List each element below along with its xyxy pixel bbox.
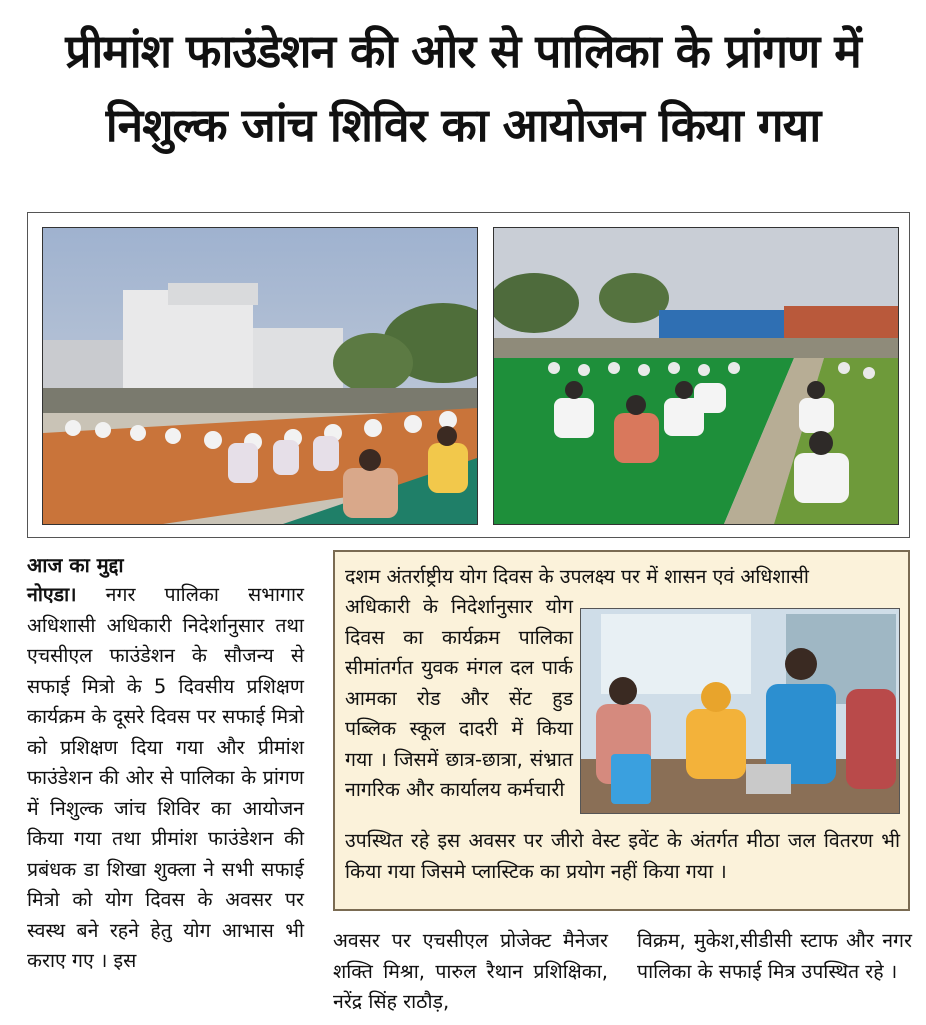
highlight-box [333,550,910,911]
article-column-3: विक्रम, मुकेश,सीडीसी स्टाफ और नगर पालिका के सफाई मित्र उपस्थित रहे । [637,929,912,983]
article-column-1 [27,550,304,977]
box-text-narrow: अधिकारी के निदेर्शानुसार योग दिवस का कार्यक्रम पालिका सीमांतर्गत युवक मंगल दल पार्क आमका रोड और सेंट हुड पब्लिक स्कूल दादरी में किया गया । जिसमें छात्र-छात्रा, संभ्रात नागरिक और कार्यालय कर्मचारी [345,595,573,801]
column-1-body: नगर पालिका सभागार अधिशासी अधिकारी निदेर्शानुसार तथा एचसीएल फाउंडेशन के सौजन्य से सफाई मित्रो के 5 दिवसीय प्रशिक्षण कार्यक्रम के दूसरे दिवस पर सफाई मित्रो को प्रशिक्षण दिया गया और प्रीमांश फाउंडेशन की ओर से पालिका के प्रांगण में निशुल्क जांच शिविर का आयोजन किया गया तथा प्रीमांश फाउंडेशन की प्रबंधक डा शिखा शुक्ला ने सभी सफाई मित्रो को योग दिवस के अवसर पर स्वस्थ बने रहने हेतु योग आभास भी कराए गए । इस [27,583,304,972]
yoga-session-left-photo [42,227,478,525]
photo-frame [27,212,910,538]
health-camp-photo [580,608,900,814]
article-column-2: अवसर पर एचसीएल प्रोजेक्ट मैनेजर शक्ति मिश्रा, पारुल रैथान प्रशिक्षिका, नरेंद्र सिंह राठौड़, [333,929,608,1013]
section-label: आज का मुद्दा [27,553,124,577]
headline-line-2: निशुल्क जांच शिविर का आयोजन किया गया [105,98,821,152]
headline-line-1: प्रीमांश फाउंडेशन की ओर से पालिका के प्रांगण में [65,24,861,78]
box-text-top: दशम अंतर्राष्ट्रीय योग दिवस के उपलक्ष्य पर में शासन एवं अधिशासी [345,565,809,588]
box-text-bottom: उपस्थित रहे इस अवसर पर जीरो वेस्ट इवेंट के अंतर्गत मीठा जल वितरण भी किया गया जिसमे प्लास्टिक का प्रयोग नहीं किया गया । [345,829,900,883]
dateline: नोएडा। [27,583,77,606]
yoga-session-right-photo [493,227,899,525]
